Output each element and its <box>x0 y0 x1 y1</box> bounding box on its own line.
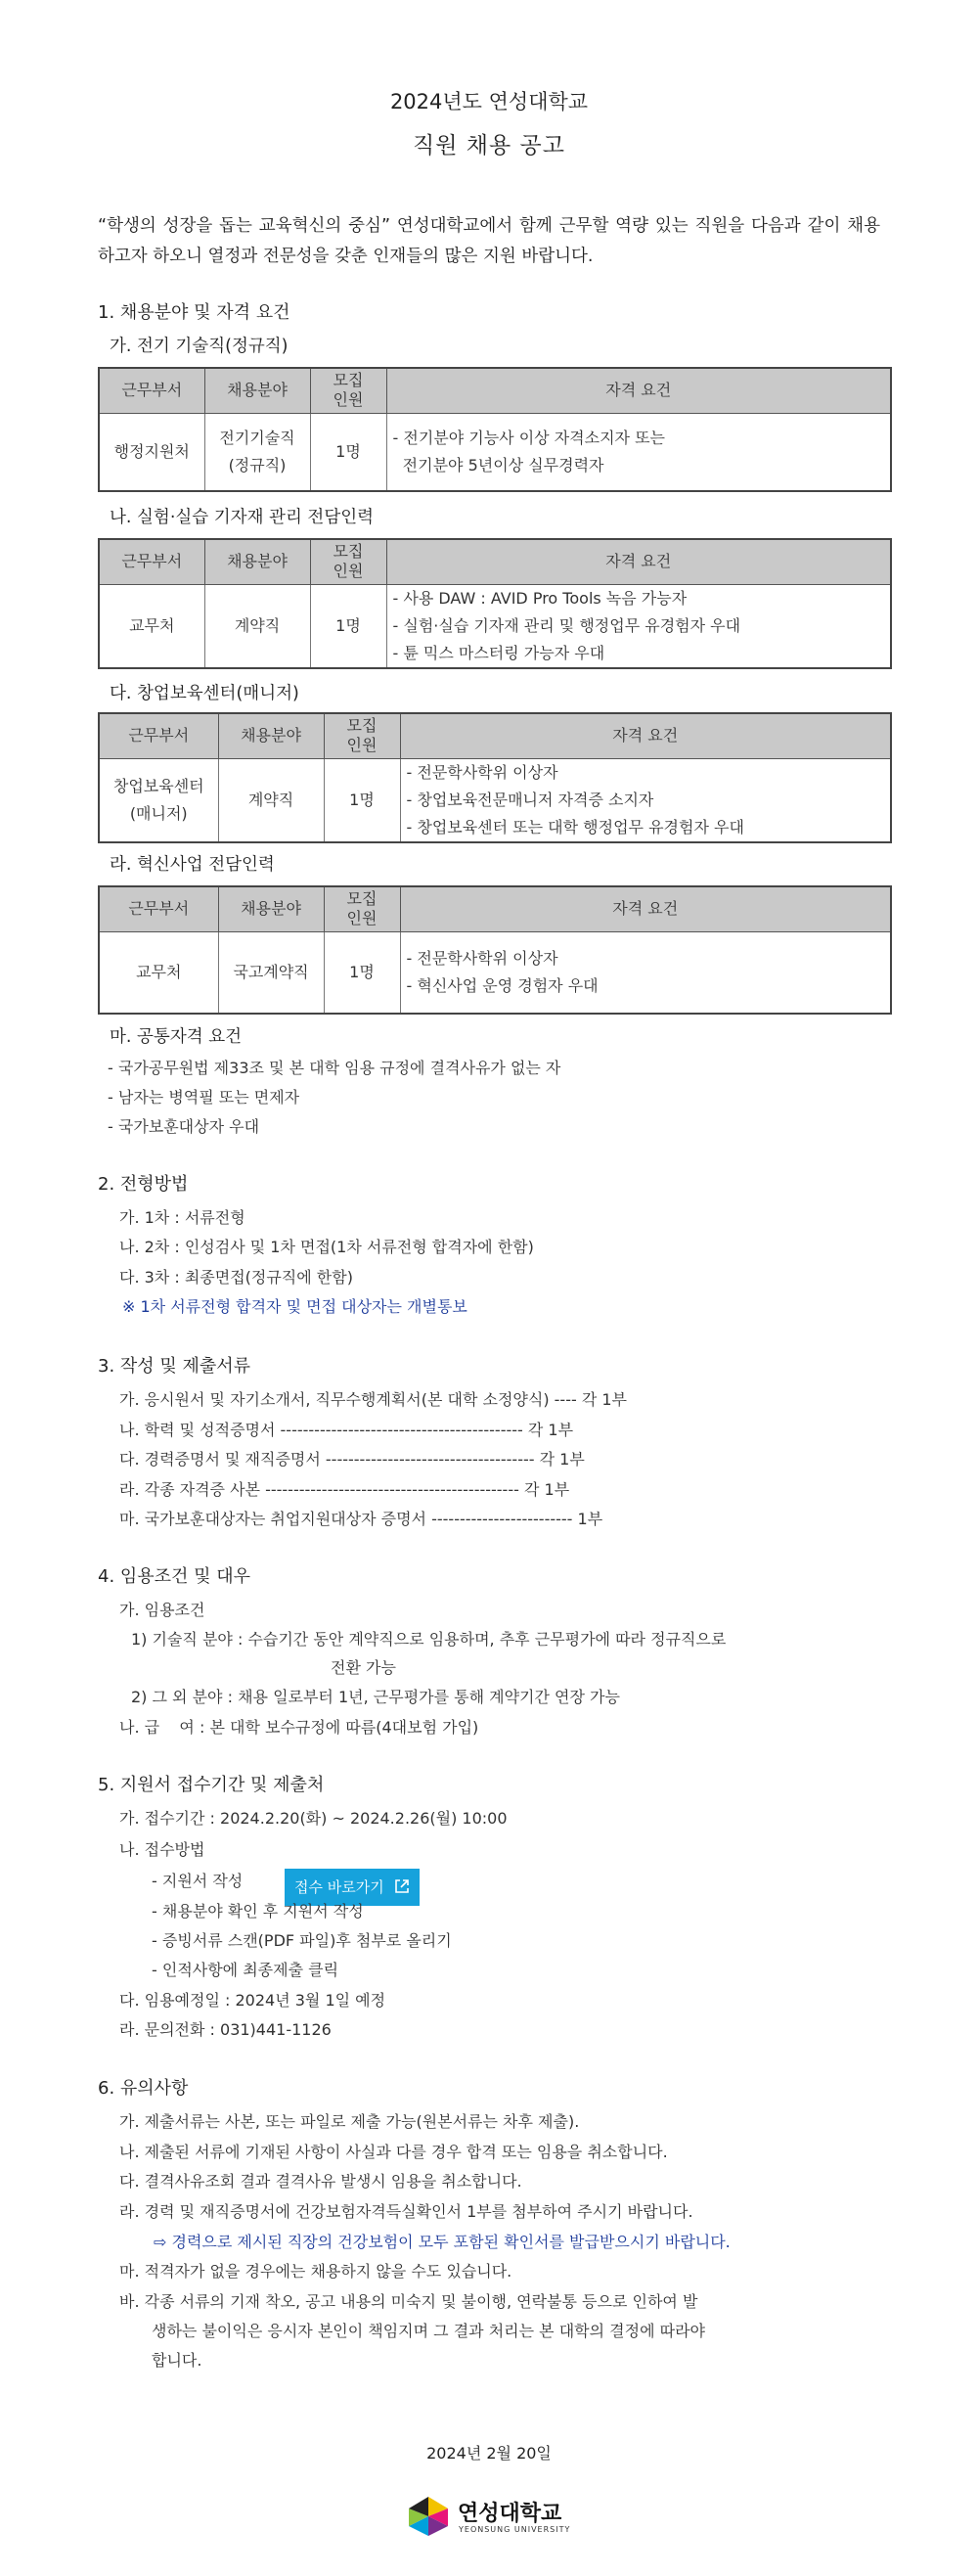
cell-dept: 교무처 <box>99 931 218 1014</box>
cell-qual: - 전문학사학위 이상자 - 창업보육전문매니저 자격증 소지자 - 창업보육센터 또는 대학 행정업무 유경험자 우대 <box>400 758 891 842</box>
cell-qual: - 사용 DAW : AVID Pro Tools 녹음 가능자 - 실험·실습 기자재 관리 및 행정업무 유경험자 우대 - 튠 믹스 마스터링 가능자 우대 <box>386 584 891 668</box>
selection-note: ※ 1차 서류전형 합격자 및 면접 대상자는 개별통보 <box>122 1297 467 1316</box>
condition-item-cont: 전환 가능 <box>331 1658 396 1677</box>
health-insurance-note: ⇨ 경력으로 제시된 직장의 건강보험이 모두 포함된 확인서를 발급받으시기 바랍니다. <box>154 2233 731 2251</box>
method-step: - 인적사항에 최종제출 클릭 <box>152 1961 339 1979</box>
cell-field: 계약직 <box>204 584 310 668</box>
section-5-title: 5. 지원서 접수기간 및 제출처 <box>98 1775 325 1795</box>
common-req-item: - 국가공무원법 제33조 및 본 대학 임용 규정에 결격사유가 없는 자 <box>108 1059 561 1077</box>
cell-field: 계약직 <box>218 758 324 842</box>
cell-count: 1명 <box>324 758 400 842</box>
th-count: 모집 인원 <box>310 539 386 584</box>
table-innovation <box>98 885 892 1015</box>
cell-field: 전기기술직 (정규직) <box>204 413 310 491</box>
common-req-item: - 남자는 병역필 또는 면제자 <box>108 1088 300 1107</box>
apply-button-label: 접수 바로가기 <box>294 1878 384 1896</box>
table-lab-equipment <box>98 538 892 669</box>
cell-dept: 행정지원처 <box>99 413 204 491</box>
selection-step: 가. 1차 : 서류전형 <box>119 1208 245 1227</box>
common-req-item: - 국가보훈대상자 우대 <box>108 1117 260 1136</box>
th-field: 채용분야 <box>204 368 310 413</box>
cell-count: 1명 <box>324 931 400 1014</box>
notice-item-cont: 합니다. <box>152 2351 202 2370</box>
condition-item: 2) 그 외 분야 : 채용 일로부터 1년, 근무평가를 통해 계약기간 연장 가능 <box>131 1688 620 1706</box>
table-startup-center <box>98 712 892 843</box>
intro-paragraph: “학생의 성장을 돕는 교육혁신의 중심” 연성대학교에서 함께 근무할 역량 있는 직원을 다음과 같이 채용하고자 하오니 열정과 전문성을 갖춘 인재들의 많은 지원 바랍니다. <box>98 216 880 266</box>
method-step: - 채용분야 확인 후 지원서 작성 <box>152 1902 364 1921</box>
notice-item: 바. 각종 서류의 기재 착오, 공고 내용의 미숙지 및 불이행, 연락불통 등으로 인하여 발 <box>119 2292 698 2311</box>
selection-step: 나. 2차 : 인성검사 및 1차 면접(1차 서류전형 합격자에 한함) <box>119 1238 534 1256</box>
document-item: 나. 학력 및 성적증명서 ------------------------------------------- 각 1부 <box>119 1421 574 1439</box>
table-electrical <box>98 367 892 492</box>
section-1-title: 1. 채용분야 및 자격 요건 <box>98 302 290 323</box>
th-dept: 근무부서 <box>99 886 218 931</box>
th-qual: 자격 요건 <box>386 368 891 413</box>
notice-item-cont: 생하는 불이익은 응시자 본인이 책임지며 그 결과 처리는 본 대학의 결정에 따라야 <box>152 2322 705 2340</box>
cell-field: 국고계약직 <box>218 931 324 1014</box>
document-item: 가. 응시원서 및 자기소개서, 직무수행계획서(본 대학 소정양식) ---- 각 1부 <box>119 1390 628 1409</box>
th-count: 모집 인원 <box>324 886 400 931</box>
university-logo-icon <box>407 2495 450 2538</box>
logo-english-name: YEONSUNG UNIVERSITY <box>459 2525 571 2534</box>
cell-qual: - 전기분야 기능사 이상 자격소지자 또는 전기분야 5년이상 실무경력자 <box>386 413 891 491</box>
sub-b-title: 나. 실험·실습 기자재 관리 전담인력 <box>110 508 375 527</box>
section-2-title: 2. 전형방법 <box>98 1174 189 1195</box>
notice-item: 나. 제출된 서류에 기재된 사항이 사실과 다를 경우 합격 또는 임용을 취소합니다. <box>119 2143 668 2161</box>
application-method-label: 나. 접수방법 <box>119 1840 205 1859</box>
sub-e-title: 마. 공통자격 요건 <box>110 1027 243 1047</box>
sub-c-title: 다. 창업보육센터(매니저) <box>110 684 299 703</box>
section-6-title: 6. 유의사항 <box>98 2078 189 2099</box>
th-dept: 근무부서 <box>99 713 218 758</box>
th-qual: 자격 요건 <box>400 713 891 758</box>
th-qual: 자격 요건 <box>400 886 891 931</box>
logo-name: 연성대학교 <box>458 2502 562 2526</box>
th-field: 채용분야 <box>218 886 324 931</box>
university-logo <box>407 2495 583 2544</box>
th-qual: 자격 요건 <box>386 539 891 584</box>
cell-count: 1명 <box>310 413 386 491</box>
sub-a-title: 가. 전기 기술직(정규직) <box>110 337 289 356</box>
cell-count: 1명 <box>310 584 386 668</box>
document-item: 마. 국가보훈대상자는 취업지원대상자 증명서 ------------------------- 1부 <box>119 1510 603 1528</box>
appointment-conditions-label: 가. 임용조건 <box>119 1601 205 1619</box>
document-item: 라. 각종 자격증 사본 --------------------------------------------- 각 1부 <box>119 1480 570 1499</box>
condition-item: 1) 기술직 분야 : 수습기간 동안 계약직으로 임용하며, 추후 근무평가에 따라 정규직으로 <box>131 1630 727 1649</box>
sub-d-title: 라. 혁신사업 전담인력 <box>110 855 275 875</box>
notice-year-title: 2024년도 연성대학교 <box>389 90 589 113</box>
cell-dept: 창업보육센터 (매니저) <box>99 758 218 842</box>
section-4-title: 4. 임용조건 및 대우 <box>98 1566 251 1587</box>
contact-phone: 라. 문의전화 : 031)441-1126 <box>119 2020 332 2039</box>
salary-item: 나. 급 여 : 본 대학 보수규정에 따름(4대보험 가입) <box>119 1718 479 1737</box>
notice-item: 라. 경력 및 재직증명서에 건강보험자격득실확인서 1부를 첨부하여 주시기 바랍니다. <box>119 2202 693 2221</box>
notice-item: 다. 결격사유조회 결과 결격사유 발생시 임용을 취소합니다. <box>119 2172 522 2191</box>
notice-item: 가. 제출서류는 사본, 또는 파일로 제출 가능(원본서류는 차후 제출). <box>119 2112 580 2131</box>
cell-qual: - 전문학사학위 이상자 - 혁신사업 운영 경험자 우대 <box>400 931 891 1014</box>
th-field: 채용분야 <box>204 539 310 584</box>
document-item: 다. 경력증명서 및 재직증명서 ------------------------------------- 각 1부 <box>119 1450 585 1469</box>
th-field: 채용분야 <box>218 713 324 758</box>
external-link-icon <box>394 1878 410 1894</box>
application-period: 가. 접수기간 : 2024.2.20(화) ~ 2024.2.26(월) 10:00 <box>119 1809 508 1828</box>
th-dept: 근무부서 <box>99 539 204 584</box>
cell-dept: 교무처 <box>99 584 204 668</box>
method-step: - 증빙서류 스캔(PDF 파일)후 첨부로 올리기 <box>152 1931 452 1950</box>
notice-item: 마. 적격자가 없을 경우에는 채용하지 않을 수도 있습니다. <box>119 2262 512 2281</box>
section-3-title: 3. 작성 및 제출서류 <box>98 1356 251 1377</box>
notice-title: 직원 채용 공고 <box>413 133 565 158</box>
appointment-date: 다. 임용예정일 : 2024년 3월 1일 예정 <box>119 1991 386 2010</box>
selection-step: 다. 3차 : 최종면접(정규직에 한함) <box>119 1268 353 1287</box>
method-step: - 지원서 작성 <box>152 1872 244 1890</box>
th-count: 모집 인원 <box>324 713 400 758</box>
th-count: 모집 인원 <box>310 368 386 413</box>
th-dept: 근무부서 <box>99 368 204 413</box>
notice-date: 2024년 2월 20일 <box>426 2444 552 2463</box>
